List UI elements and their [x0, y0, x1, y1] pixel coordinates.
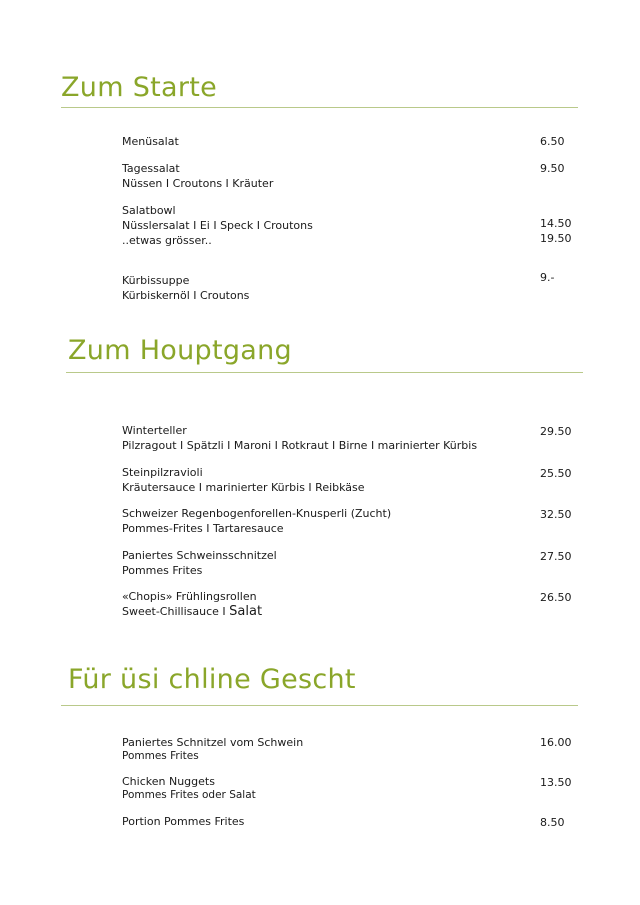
item-description-extra: ..etwas grösser.. [122, 234, 212, 247]
item-price: 9.50 [540, 162, 565, 175]
item-price: 13.50 [540, 776, 572, 789]
item-description: Nüsslersalat I Ei I Speck I Croutons [122, 219, 313, 232]
item-description-emphasis: Salat [229, 604, 263, 619]
item-name: Paniertes Schweinsschnitzel [122, 549, 277, 562]
menu-item [122, 134, 572, 149]
item-name: Portion Pommes Frites [122, 815, 245, 828]
menu-item [122, 203, 572, 248]
item-description: Pommes-Frites I Tartaresauce [122, 522, 284, 535]
item-description: Nüssen I Croutons I Kräuter [122, 177, 274, 190]
item-price-large: 19.50 [540, 232, 572, 245]
item-name: Winterteller [122, 424, 187, 437]
section-divider [61, 107, 578, 108]
item-description-text: Sweet-Chillisauce I [122, 605, 230, 618]
section-divider [66, 372, 583, 373]
menu-item [122, 589, 572, 619]
item-description: Pommes Frites [122, 564, 203, 577]
menu-item [122, 273, 572, 303]
item-description: Pommes Frites [122, 750, 199, 762]
item-name: Schweizer Regenbogenforellen-Knusperli (Zucht) [122, 507, 392, 520]
item-description: Kräutersauce I marinierter Kürbis I Reibkäse [122, 481, 365, 494]
menu-item [122, 814, 572, 829]
item-price: 32.50 [540, 508, 572, 521]
item-price: 8.50 [540, 816, 565, 829]
section-divider [61, 705, 578, 706]
menu-item [122, 774, 572, 802]
item-description: Pommes Frites oder Salat [122, 789, 256, 801]
item-description: Kürbiskernöl I Croutons [122, 289, 250, 302]
item-price: 25.50 [540, 467, 572, 480]
item-description [122, 604, 572, 619]
item-price: 16.00 [540, 736, 572, 749]
item-name: Chicken Nuggets [122, 775, 215, 788]
menu-item [122, 161, 572, 191]
item-price: 6.50 [540, 135, 565, 148]
item-name: Kürbissuppe [122, 274, 190, 287]
menu-item [122, 548, 572, 578]
item-price: 29.50 [540, 425, 572, 438]
item-price: 9.- [540, 271, 555, 284]
item-name: Steinpilzravioli [122, 466, 203, 479]
item-price: 26.50 [540, 591, 572, 604]
item-name: Salatbowl [122, 204, 176, 217]
item-name: «Chopis» Frühlingsrollen [122, 590, 257, 603]
section-title-starters: Zum Starte [61, 72, 218, 103]
menu-item [122, 423, 572, 453]
section-title-kids: Für üsi chline Gescht [68, 664, 356, 695]
item-name: Tagessalat [122, 162, 180, 175]
section-title-main-course: Zum Houptgang [68, 335, 292, 366]
item-name: Menüsalat [122, 135, 179, 148]
item-price: 27.50 [540, 550, 572, 563]
menu-item [122, 735, 572, 763]
item-name: Paniertes Schnitzel vom Schwein [122, 736, 304, 749]
menu-item [122, 465, 572, 495]
menu-item [122, 506, 572, 536]
item-price: 14.50 [540, 217, 572, 230]
item-description: Pilzragout I Spätzli I Maroni I Rotkraut I Birne I marinierter Kürbis [122, 439, 478, 452]
